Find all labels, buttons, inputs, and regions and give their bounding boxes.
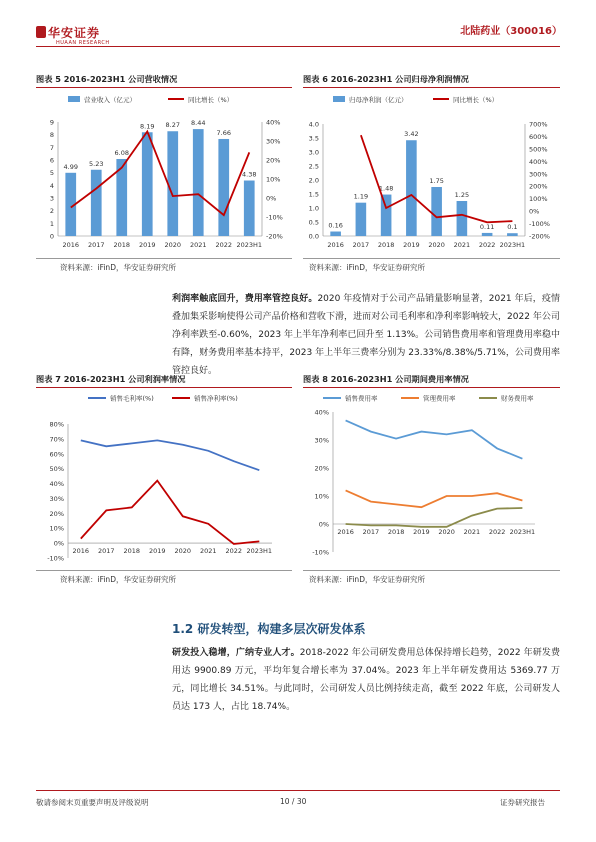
fig6-xtick-label: 2016 — [327, 241, 344, 249]
fig6-ytick-label: 4.0 — [308, 120, 319, 129]
fig6-data-label: 1.75 — [429, 177, 444, 185]
logo-subtext: HUAAN RESEARCH — [56, 40, 110, 46]
fig6-bar — [330, 232, 341, 236]
fig7-xtick-label: 2016 — [72, 547, 90, 556]
fig8-series-line-1 — [346, 490, 523, 507]
fig8-ytick-label: 0% — [318, 520, 329, 529]
fig6-bar — [406, 140, 417, 236]
fig7-ytick-label: 80% — [49, 420, 64, 429]
rd-paragraph-body: 2018-2022 年公司研发费用总体保持增长趋势，2022 年研发费用达 9900.89 万元，平均年复合增长率为 37.04%。2023 年上半年研发费用达 5369.77 万元，同比增长 34.51%。与此同时，公司研发人员比例持续走高，截至 2022 年底，公司研发人员达 173 人，占比 18.74%。 — [172, 648, 560, 712]
fig5-xtick-label: 2018 — [113, 241, 131, 249]
fig7-xtick-label: 2019 — [148, 547, 166, 556]
fig5-legend-bar-label: 营业收入（亿元） — [84, 96, 136, 104]
fig5-bar — [244, 181, 255, 236]
fig7-ytick-label: 60% — [49, 450, 64, 459]
fig6-source: 资料来源：iFinD，华安证券研究所 — [309, 263, 425, 272]
fig5-ytick-label: 6 — [49, 156, 54, 165]
fig7-ytick-label: 0% — [53, 539, 64, 548]
fig8-xtick-label: 2016 — [337, 528, 354, 536]
brand-logo — [36, 24, 120, 58]
section-number: 1.2 — [172, 622, 194, 636]
fig7-xtick-label: 2020 — [174, 547, 192, 556]
fig8-ytick-label: 20% — [314, 464, 329, 473]
fig5-xtick-label: 2019 — [138, 241, 156, 249]
footer-divider — [36, 790, 560, 791]
fig6-bar — [356, 203, 367, 236]
fig5-data-label: 8.19 — [140, 122, 155, 131]
fig6-data-label: 1.19 — [353, 192, 369, 201]
fig5-xtick-label: 2020 — [164, 241, 182, 249]
fig8-xtick-label: 2018 — [387, 528, 405, 536]
report-title: 北陆药业（300016） — [460, 26, 562, 37]
fig7-legend-net-label: 销售净利率(%) — [194, 394, 238, 403]
fig6-data-label: 0.1 — [507, 223, 518, 232]
fig8-caption-rule — [303, 387, 560, 388]
fig7-ytick-label: -10% — [47, 554, 64, 563]
fig5-ytick-label: 9 — [49, 118, 54, 127]
rd-paragraph — [172, 644, 560, 716]
fig7-ytick-label: 20% — [49, 509, 64, 518]
fig5-data-label: 6.08 — [114, 148, 129, 157]
fig8-series-line-0 — [346, 420, 523, 458]
fig6-xtick-label: 2017 — [352, 241, 370, 249]
fig6-source-rule — [303, 258, 560, 259]
revenue-chart — [36, 90, 292, 256]
profit-paragraph — [172, 290, 560, 380]
fig5-data-label: 7.66 — [216, 128, 231, 137]
fig6-xtick-label: 2018 — [377, 241, 395, 249]
fig5-y2tick-label: 20% — [266, 156, 281, 165]
fig8-xtick-label: 2019 — [413, 528, 430, 536]
margin-chart — [36, 390, 292, 568]
fig5-xtick-label: 2021 — [189, 241, 207, 249]
fig5-y2tick-label: -10% — [266, 213, 283, 222]
fig5-y2tick-label: 10% — [266, 175, 281, 184]
fig5-y2tick-label: -20% — [266, 232, 283, 241]
fig8-source-rule — [303, 570, 560, 571]
fig5-data-label: 5.23 — [89, 159, 104, 168]
fig5-xtick-label: 2017 — [87, 241, 105, 249]
fig5-xtick-label: 2023H1 — [236, 241, 263, 249]
fig5-data-label: 8.27 — [165, 121, 180, 130]
rd-paragraph-lead: 研发投入稳增，广纳专业人才。 — [172, 648, 300, 658]
fig5-ytick-label: 2 — [49, 207, 54, 216]
fig6-ytick-label: 1.0 — [308, 204, 319, 213]
fig8-ytick-label: 10% — [314, 492, 329, 501]
fig6-xtick-label: 2021 — [453, 241, 471, 249]
fig7-xtick-label: 2022 — [225, 547, 243, 556]
fig5-caption-rule — [36, 87, 292, 88]
fig8-source: 资料来源：iFinD，华安证券研究所 — [309, 575, 425, 584]
section-heading — [172, 620, 365, 637]
logo-mark-icon — [36, 26, 46, 38]
fig5-data-label: 8.44 — [191, 119, 206, 128]
fig6-y2tick-label: -100% — [529, 220, 550, 229]
fig5-ytick-label: 7 — [49, 143, 54, 152]
fig6-y2tick-label: 0% — [529, 207, 540, 216]
fig7-xtick-label: 2021 — [199, 547, 217, 556]
fig7-xtick-label: 2018 — [123, 547, 141, 556]
fig6-ytick-label: 3.0 — [308, 148, 319, 157]
fig8-xtick-label: 2022 — [488, 528, 506, 536]
fig6-ytick-label: 2.5 — [308, 162, 319, 171]
footer-disclaimer: 敬请参阅末页重要声明及评级说明 — [36, 798, 149, 807]
fig7-source: 资料来源：iFinD，华安证券研究所 — [60, 575, 176, 584]
fig8-caption: 图表 8 2016-2023H1 公司期间费用率情况 — [303, 374, 469, 384]
fig6-data-label: 1.48 — [378, 184, 394, 193]
fig7-series-line-1 — [81, 481, 259, 544]
fig8-ytick-label: 30% — [314, 436, 329, 445]
fig7-xtick-label: 2023H1 — [246, 547, 273, 556]
fig8-ytick-label: 40% — [314, 408, 329, 417]
fig5-xtick-label: 2016 — [62, 241, 80, 249]
fig5-data-label: 4.38 — [242, 170, 257, 179]
fig6-bar — [381, 195, 392, 236]
fig5-legend-swatch-bar — [68, 96, 80, 102]
fig7-xtick-label: 2017 — [97, 547, 115, 556]
fig6-xtick-label: 2019 — [403, 241, 420, 249]
fig6-ytick-label: 3.5 — [308, 134, 319, 143]
footer-report-type: 证券研究报告 — [500, 798, 545, 807]
fig6-y2tick-label: 500% — [529, 145, 548, 154]
fig5-ytick-label: 3 — [49, 194, 54, 203]
expense-ratio-chart — [303, 390, 560, 568]
fig5-ytick-label: 4 — [49, 181, 54, 190]
fig6-bar — [457, 201, 468, 236]
fig5-source: 资料来源：iFinD，华安证券研究所 — [60, 263, 176, 272]
fig5-y2tick-label: 0% — [266, 194, 277, 203]
fig6-data-label: 0.16 — [328, 221, 343, 230]
fig8-ytick-label: -10% — [312, 548, 329, 557]
fig5-bar — [218, 139, 229, 236]
fig6-y2tick-label: -200% — [529, 232, 550, 241]
fig6-y2tick-label: 200% — [529, 182, 548, 191]
fig5-bar — [167, 131, 178, 236]
fig6-y2tick-label: 600% — [529, 132, 548, 141]
fig6-bar — [507, 233, 518, 236]
fig7-caption-rule — [36, 387, 292, 388]
fig5-y2tick-label: 40% — [266, 118, 281, 127]
profit-paragraph-body: 2020 年疫情对于公司产品销量影响显著，2021 年后，疫情叠加集采影响使得公司产品价格和营收下滑，进而对公司毛利率和净利率影响较大，2022 年公司净利率跌至-0.60%，2023 年上半年净利率已回升至 1.13%。公司销售费用率和管理费用率稳中有降，财务费用率基本持平，2023 年上半年三费率分别为 23.33%/8.38%/5.71%，公司费用率管控良好。 — [172, 294, 560, 376]
fig6-bar — [431, 187, 442, 236]
fig8-legend-label-2: 财务费用率 — [501, 394, 534, 403]
fig5-y2tick-label: 30% — [266, 137, 281, 146]
fig5-ytick-label: 8 — [49, 131, 54, 140]
fig6-ytick-label: 0.0 — [308, 232, 319, 241]
fig6-y2tick-label: 300% — [529, 170, 548, 179]
fig7-ytick-label: 30% — [49, 494, 64, 503]
fig7-ytick-label: 70% — [49, 435, 64, 444]
fig6-ytick-label: 1.5 — [308, 190, 319, 199]
fig8-xtick-label: 2023H1 — [509, 528, 536, 536]
fig8-xtick-label: 2017 — [362, 528, 380, 536]
fig6-y2tick-label: 700% — [529, 120, 548, 129]
profit-paragraph-lead: 利润率触底回升，费用率管控良好。 — [172, 294, 318, 304]
fig6-y2tick-label: 400% — [529, 157, 548, 166]
fig5-xtick-label: 2022 — [215, 241, 233, 249]
fig7-ytick-label: 50% — [49, 465, 64, 474]
fig6-legend-line-label: 同比增长（%） — [453, 96, 499, 104]
fig8-legend-label-1: 管理费用率 — [423, 394, 456, 403]
fig7-series-line-0 — [81, 440, 259, 470]
fig6-legend-swatch-bar — [333, 96, 345, 102]
net-profit-chart — [303, 90, 560, 256]
fig6-xtick-label: 2023H1 — [499, 241, 526, 249]
header-divider — [36, 46, 560, 47]
fig6-bar — [482, 233, 493, 236]
fig8-xtick-label: 2021 — [463, 528, 481, 536]
fig7-source-rule — [36, 570, 292, 571]
fig5-ytick-label: 5 — [49, 169, 54, 178]
fig6-caption: 图表 6 2016-2023H1 公司归母净利润情况 — [303, 74, 469, 84]
fig6-y2tick-label: 100% — [529, 195, 548, 204]
fig6-caption-rule — [303, 87, 560, 88]
fig5-caption: 图表 5 2016-2023H1 公司营收情况 — [36, 74, 178, 84]
fig7-ytick-label: 10% — [49, 524, 64, 533]
fig5-source-rule — [36, 258, 292, 259]
fig5-bar — [193, 129, 204, 236]
fig7-caption: 图表 7 2016-2023H1 公司利润率情况 — [36, 374, 186, 384]
page-number: 10 / 30 — [280, 797, 307, 806]
fig6-data-label: 1.25 — [454, 191, 470, 199]
fig8-xtick-label: 2020 — [438, 528, 455, 536]
fig6-xtick-label: 2020 — [428, 241, 445, 249]
fig5-ytick-label: 1 — [49, 219, 54, 228]
fig7-ytick-label: 40% — [49, 480, 64, 489]
fig6-xtick-label: 2022 — [478, 241, 496, 249]
fig6-legend-bar-label: 归母净利润（亿元） — [349, 96, 408, 104]
fig5-data-label: 4.99 — [63, 162, 78, 171]
fig5-bar — [142, 132, 153, 236]
fig6-data-label: 0.11 — [479, 222, 495, 231]
fig5-bar — [91, 170, 102, 236]
fig6-ytick-label: 0.5 — [308, 218, 319, 227]
fig7-legend-gross-label: 销售毛利率(%) — [110, 394, 154, 403]
fig5-ytick-label: 0 — [49, 232, 54, 241]
fig6-ytick-label: 2.0 — [308, 176, 319, 185]
fig6-data-label: 3.42 — [404, 130, 419, 139]
section-title: 研发转型，构建多层次研发体系 — [197, 622, 366, 636]
fig8-legend-label-0: 销售费用率 — [345, 394, 378, 403]
fig5-legend-line-label: 同比增长（%） — [188, 96, 234, 104]
logo-text: 华安证券 — [48, 26, 101, 40]
